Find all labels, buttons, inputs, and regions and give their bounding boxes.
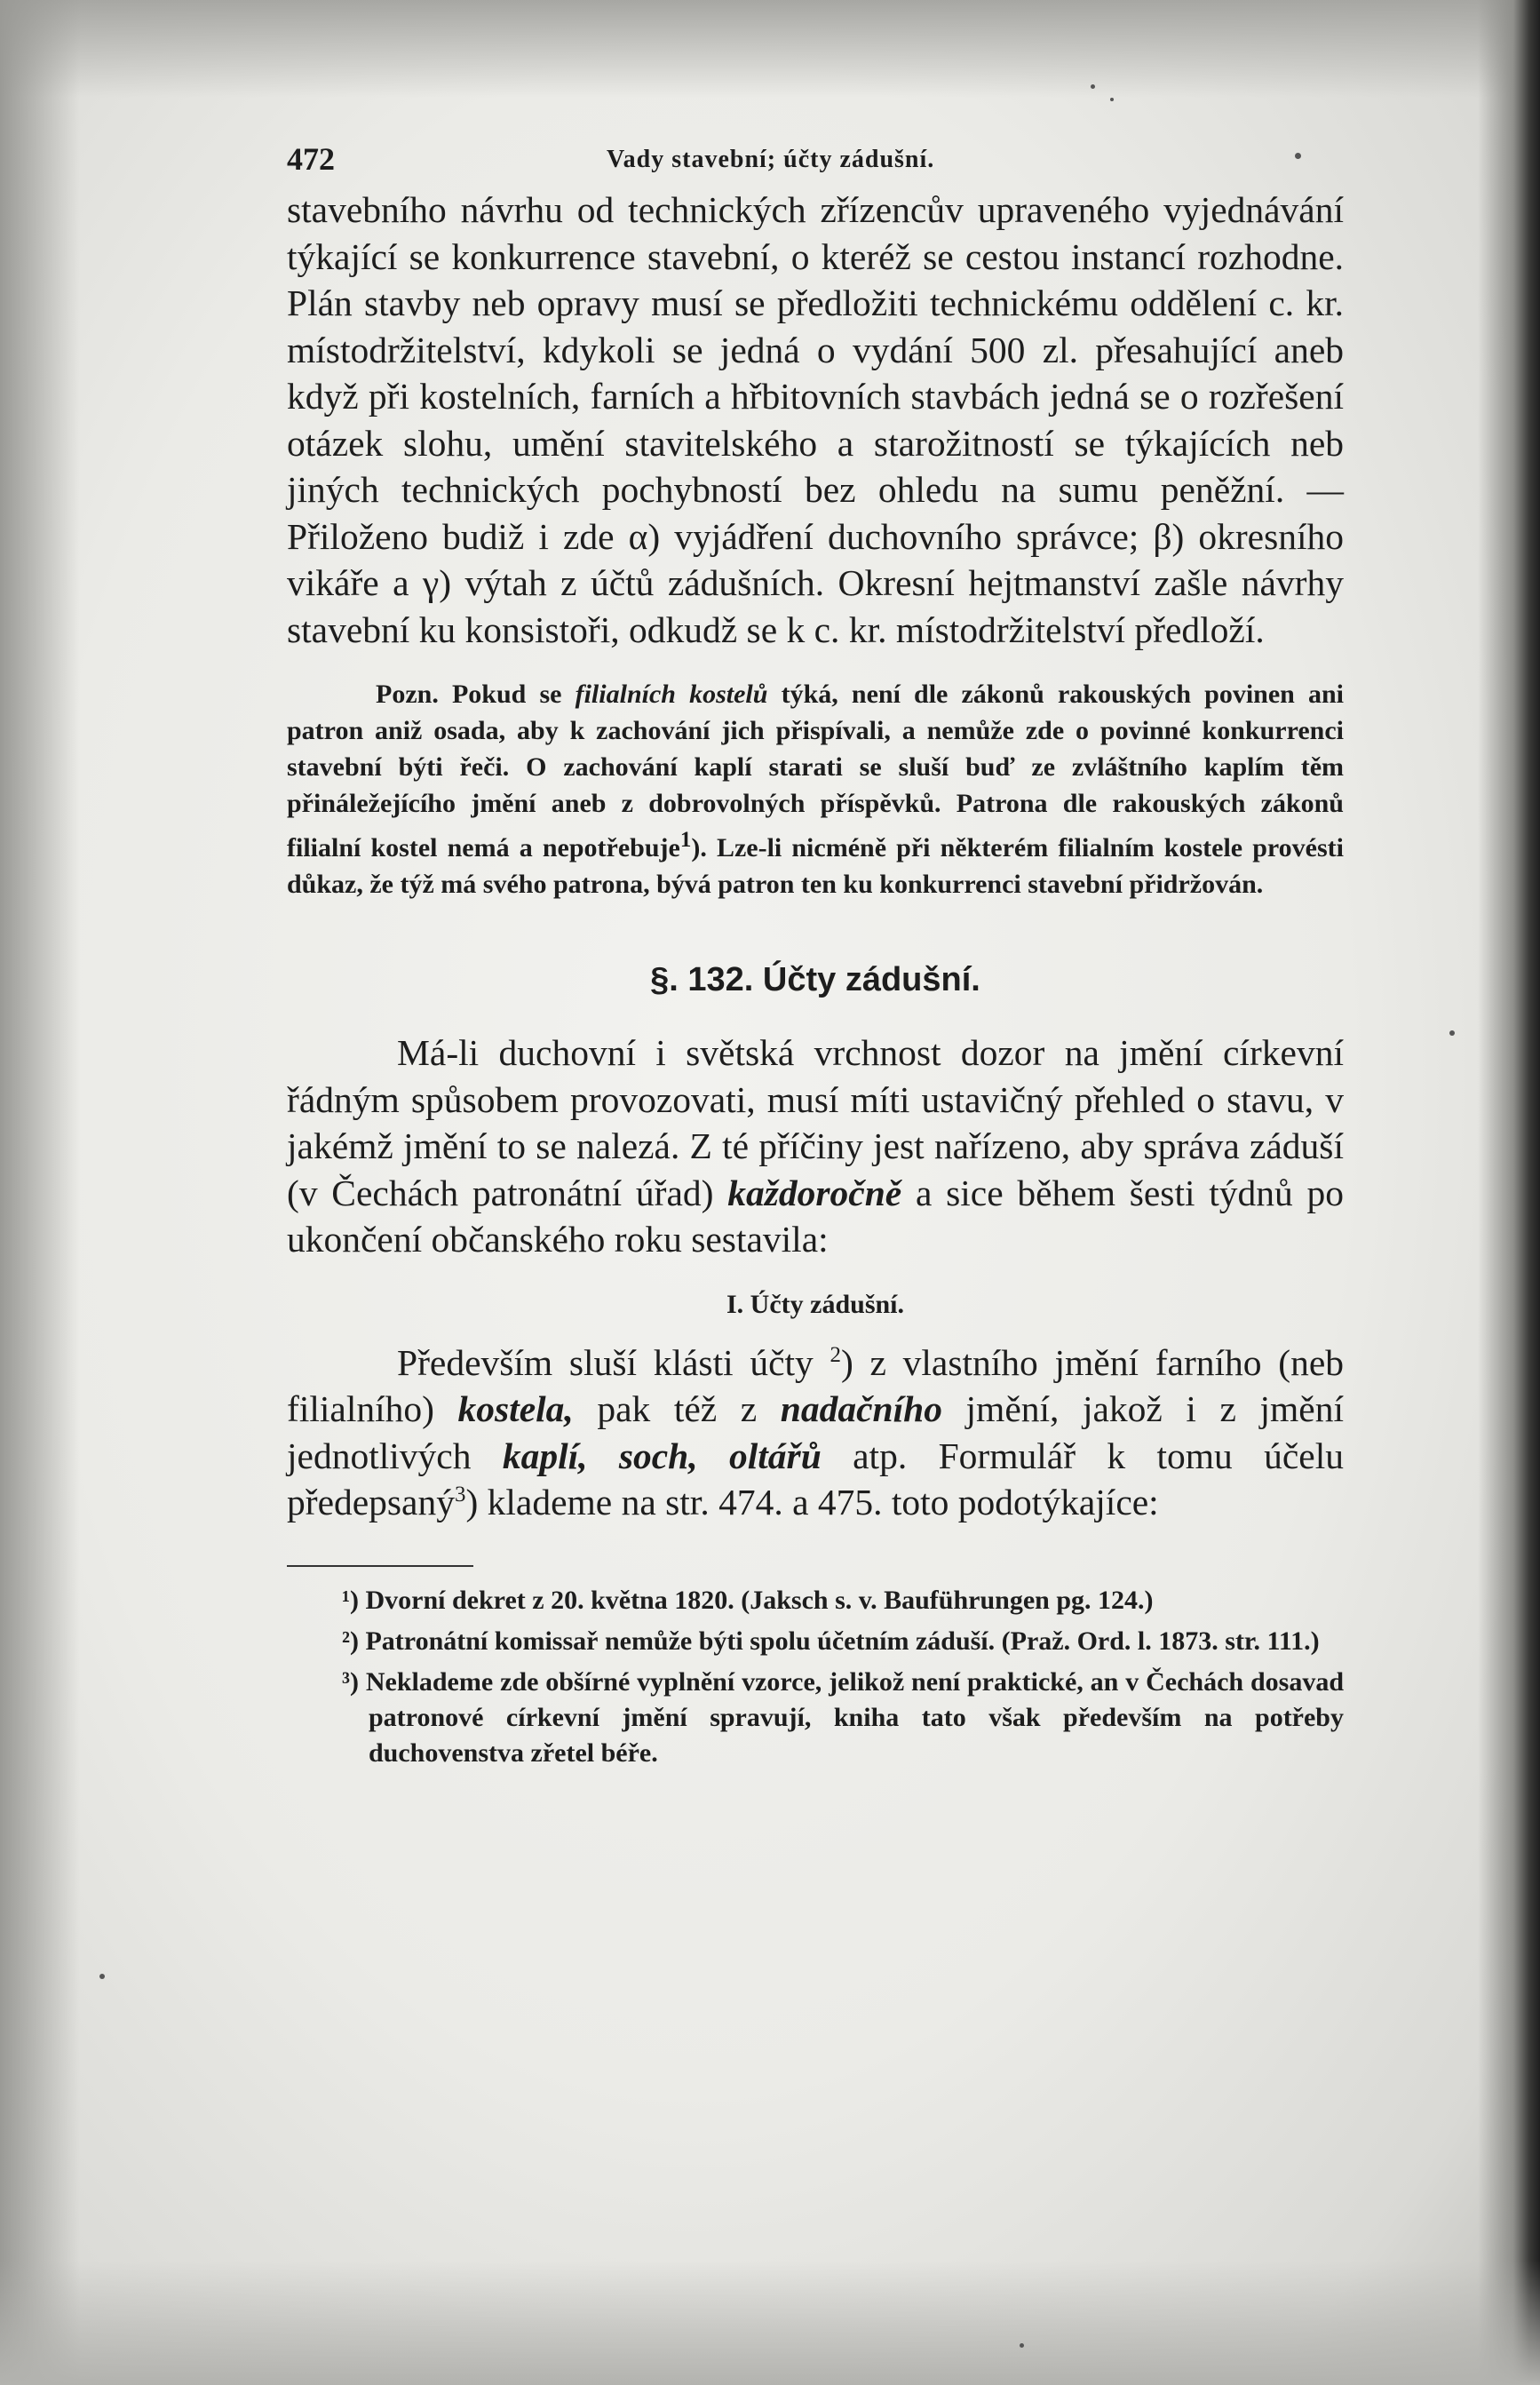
footnote-divider: [287, 1565, 473, 1567]
scan-shadow-bottom: [0, 2261, 1540, 2385]
section-paragraph: Má-li duchovní i světská vrchnost dozor na jmění církevní řádným spůsobem provozovati, musí míti ustavičný přehled o stavu, v jakémž jmění to se nalezá. Z té příčiny jest nařízeno, aby správa záduší (v Čechách patronátní úřad) každoročně a sice během šesti týdnů po ukončení občanského roku sestavila:: [287, 1032, 1345, 1260]
running-title: Vady stavební; účty zádušní.: [607, 146, 935, 173]
note-paragraph: Pozn. Pokud se filialních kostelů týká, není dle zákonů rakouských povinen ani patron aniž osada, aby k zachování jich přispívali, a nemůže zde o povinné konkurrenci stavební býti řeči. O zachování kaplí starati se sluší buď ze zvláštního kaplím těm přináležejícího jmění aneb z dobrovolných příspěvků. Patrona dle rakouských zákonů filialní kostel nemá a nepotřebuje$^1$). Lze-li nicméně při některém filialním kostele provésti důkaz, že týž má svého patrona, bývá patron ten ku konkurrenci stavební přidržován.: [287, 680, 1345, 899]
note-italic: filialních kostelů: [575, 680, 768, 709]
emphasis-kazdorocne: každoročně: [727, 1172, 902, 1213]
scan-shadow-right: [1478, 0, 1540, 2385]
note-label: Pozn.: [376, 680, 439, 709]
scan-shadow-left: [0, 0, 80, 2385]
footnote-2: ²) Patronátní komissař nemůže býti spolu účetním záduší. (Praž. Ord. l. 1873. str. 111.): [342, 1626, 1320, 1656]
footnote-3: ³) Neklademe zde obšírné vyplnění vzorce, jelikož není praktické, an v Čechách dosavad patronové církevní jmění spravují, kniha tato však především na potřeby duchovenstva zřetel béře.: [342, 1666, 1345, 1768]
subsection-heading: I. Účty zádušní.: [726, 1289, 905, 1319]
footnote-1: ¹) Dvorní dekret z 20. května 1820. (Jaksch s. v. Bauführungen pg. 124.): [342, 1585, 1154, 1615]
footnote-ref-2: 2: [830, 1342, 841, 1367]
footnote-ref-1: 1: [679, 828, 692, 852]
footnote-ref-3: 3: [454, 1483, 466, 1507]
intro-paragraph: stavebního návrhu od technických zřízencův upraveného vyjednávání týkající se konkurrence stavební, o kteréž se cestou instancí rozhodne. Plán stavby neb opravy musí se předložiti technickému oddělení c. kr. místodržitelství, kdykoli se jedná o vydání 500 zl. přesahující aneb když při kostelních, farních a hřbitovních stavbách jedná se o rozřešení otázek slohu, umění stavitelského a starožitností se týkajících neb jiných technických pochybností bez ohledu na sumu peněžní. — Přiloženo budiž i zde α) vyjádření duchovního správce; β) okresního vikáře a γ) výtah z účtů zádušních. Okresní hejtmanství zašle návrhy stavební ku konsistoři, odkudž se k c. kr. místodržitelství předloží.: [287, 189, 1344, 650]
section-heading: §. 132. Účty zádušní.: [650, 961, 980, 998]
subsection-paragraph: Především sluší klásti účty $^2$) z vlastního jmění farního (neb filialního) kostela, pak též z nadačního jmění, jakož i z jmění jednotlivých kaplí, soch, oltářů atp. Formulář k tomu účelu předepsaný$^3$) klademe na str. 474. a 475. toto podotýkajíce:: [287, 1341, 1344, 1522]
footnotes: [342, 1583, 1344, 1771]
page-number: 472: [287, 141, 335, 177]
page-content: [287, 133, 1344, 1777]
scan-shadow-top: [0, 0, 1540, 98]
page-header: [287, 133, 1344, 187]
